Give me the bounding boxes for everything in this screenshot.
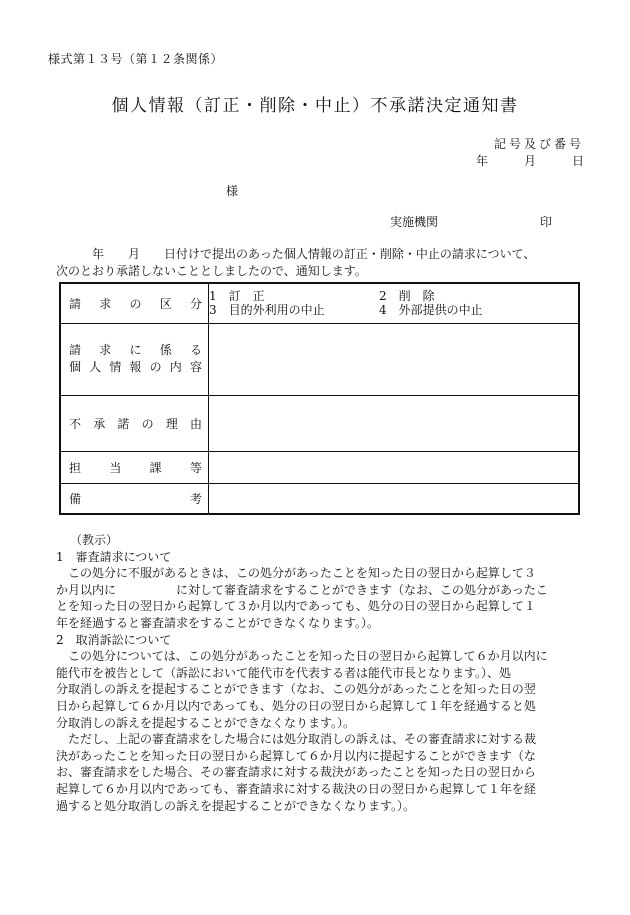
- date-year-label: 年: [475, 154, 488, 168]
- seal-label: 印: [540, 215, 553, 229]
- instructions-header: （教示）: [70, 533, 119, 547]
- instructions-line: 起算して６か月以内であっても、審査請求に対する裁決の日の翌日から起算して１年を経: [56, 781, 536, 796]
- date-month-label: 月: [523, 154, 536, 168]
- date-day-label: 日: [571, 154, 584, 168]
- request-table: [59, 282, 580, 515]
- agency-label: 実施機関: [390, 215, 439, 229]
- instructions-section-2-title: 2 取消訴訟について: [56, 632, 172, 647]
- instructions-line: とを知った日の翌日から起算して３か月以内であっても、処分の日の翌日から起算して１: [56, 599, 536, 614]
- form-number: 様式第１３号（第１２条関係）: [48, 52, 224, 66]
- instructions-line: か月以内に に対して審査請求をすることができます（なお、この処分があったこ: [56, 582, 548, 597]
- reason-label: 不 承 諾 の 理 由: [60, 395, 209, 451]
- request-type-options: [209, 283, 580, 323]
- request-type-option: 4 外部提供の中止: [379, 303, 483, 318]
- reason-field[interactable]: [209, 395, 580, 451]
- personal-info-label: 請 求 に 係 る 個 人 情 報 の 内 容: [60, 323, 209, 395]
- instructions-line: 分取消しの訴えを提起することができなくなります。）。: [56, 715, 356, 730]
- instructions-line: この処分に不服があるときは、この処分があったことを知った日の翌日から起算して３: [68, 566, 536, 581]
- row-section: [60, 451, 579, 483]
- request-type-option: 3 目的外利用の中止: [209, 303, 325, 318]
- notice-body-line-1: 年 月 日付けで提出のあった個人情報の訂正・削除・中止の請求について、: [92, 247, 536, 261]
- instructions: [56, 532, 596, 814]
- instructions-line: 過すると処分取消しの訴えを提起することができなくなります。）。: [56, 798, 416, 813]
- personal-info-field[interactable]: [209, 323, 580, 395]
- instructions-line: ただし、上記の審査請求をした場合には処分取消しの訴えは、その審査請求に対する裁: [68, 732, 537, 747]
- request-type-label: 請 求 の 区 分: [60, 283, 209, 323]
- row-reason: [60, 395, 579, 451]
- instructions-line: 能代市を被告として（訴訟において能代市を代表する者は能代市長となります。）、処: [56, 665, 512, 680]
- reference-number-label: 記号及び番号: [493, 137, 584, 151]
- request-type-option: 2 削 除: [379, 289, 435, 304]
- row-remarks: [60, 483, 579, 514]
- notice-body: [56, 246, 596, 280]
- instructions-line: この処分については、この処分があったことを知った日の翌日から起算して６か月以内に: [68, 649, 548, 664]
- instructions-line: 決があったことを知った日の翌日から起算して６か月以内に提起することができます（な: [56, 748, 536, 763]
- instructions-line: 日から起算して６か月以内であっても、処分の日の翌日から起算して１年を経過すると処: [56, 698, 536, 713]
- instructions-section-1-title: 1 審査請求について: [56, 549, 172, 564]
- notice-body-line-2: 次のとおり承諾しないこととしましたので、通知します。: [56, 264, 367, 278]
- addressee-suffix: 様: [226, 184, 239, 198]
- row-personal-info: [60, 323, 579, 395]
- document-title: 個人情報（訂正・削除・中止）不承諾決定通知書: [111, 96, 519, 116]
- row-request-type: [60, 283, 579, 323]
- instructions-line: 年を経過すると審査請求をすることができなくなります。）。: [56, 615, 380, 630]
- instructions-line: 分取消しの訴えを提起することができます（なお、この処分があったことを知った日の翌: [56, 682, 536, 697]
- issue-date: [476, 152, 584, 169]
- remarks-field[interactable]: [209, 483, 580, 514]
- section-label: 担 当 課 等: [60, 451, 209, 483]
- remarks-label: 備 考: [60, 483, 209, 514]
- request-type-option: 1 訂 正: [209, 289, 265, 304]
- section-field[interactable]: [209, 451, 580, 483]
- instructions-line: お、審査請求をした場合、その審査請求に対する裁決があったことを知った日の翌日から: [56, 765, 536, 780]
